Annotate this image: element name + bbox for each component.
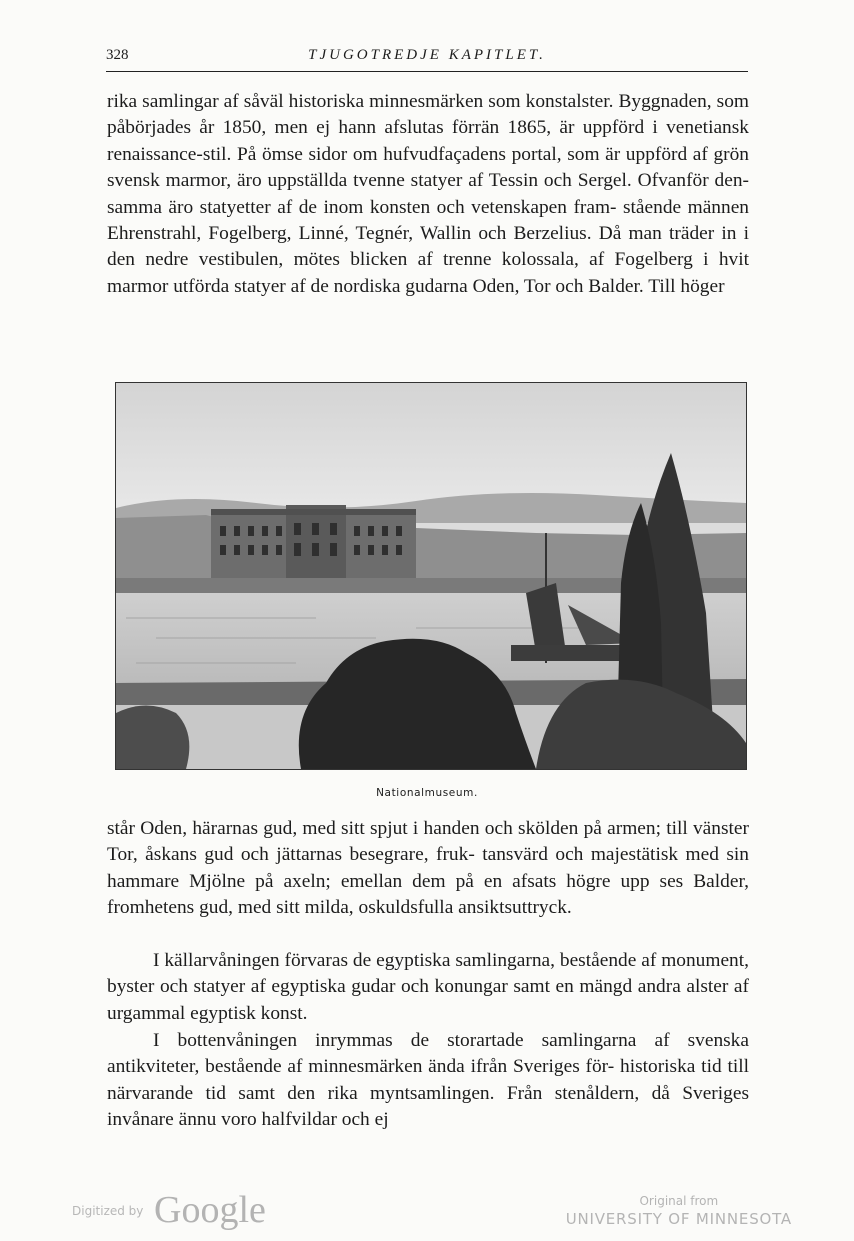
header-rule [106,71,748,72]
page-number: 328 [106,47,129,63]
google-logo: Google [154,1189,266,1231]
source-watermark [566,1194,792,1228]
museum-building [211,505,416,578]
original-from-label: Original from [639,1194,719,1208]
paragraph-1: rika samlingar af såväl historiska minnesmärken som konstalster. Byggnaden, som påbörjades år 1850, men ej hann afslutas förrän 1865, är uppförd i venetiansk renaissance-stil. På ömse sidor om hufvudfaçadens portal, som är uppförd af grön svensk marmor, äro uppställda tvenne statyer af Tessin och Sergel. Ofvanför den- samma äro statyetter af de inom konsten och vetenskapen fram- stående männen Ehrenstrahl, Fogelberg, Linné, Tegnér, Wallin och Berzelius. Då man träder in i den nedre vestibulen, mötes blicken af trenne kolossala, af Fogelberg i hvit marmor utförda statyer af de nordiska gudarna Oden, Tor och Balder. Till höger [107,91,749,297]
paragraph-3: I källarvåningen förvaras de egyptiska samlingarna, bestående af monument, byster och statyer af egyptiska gudar och konungar samt en mängd andra alster af urgammal egyptisk konst. [107,950,749,1024]
running-header [106,47,748,73]
paragraph-4: I bottenvåningen inrymmas de storartade samlingarna af svenska antikviteter, bestående af minnesmärken ända ifrån Sveriges för- historiska tid till närvarande tid samt den rika myntsamlingen. Från stenåldern, då Sveriges invånare ännu voro halfvildar och ej [107,1030,749,1131]
university-label: UNIVERSITY OF MINNESOTA [565,1210,792,1228]
figure-caption: Nationalmuseum. [376,787,478,799]
photo-nationalmuseum [115,382,747,770]
paragraph-2: står Oden, härarnas gud, med sitt spjut i handen och skölden på armen; till vänster Tor, åskans gud och jättarnas besegrare, fruk- tansvärd och majestätisk med sin hammare Mjölne på axeln; emellan dem på en afsats högre upp ses Balder, fromhetens gud, med sitt milda, oskuldsfulla ansiktsuttryck. [107,818,749,919]
digitized-by-label: Digitized by [72,1204,144,1218]
chapter-title: TJUGOTREDJE KAPITLET. [308,47,546,63]
